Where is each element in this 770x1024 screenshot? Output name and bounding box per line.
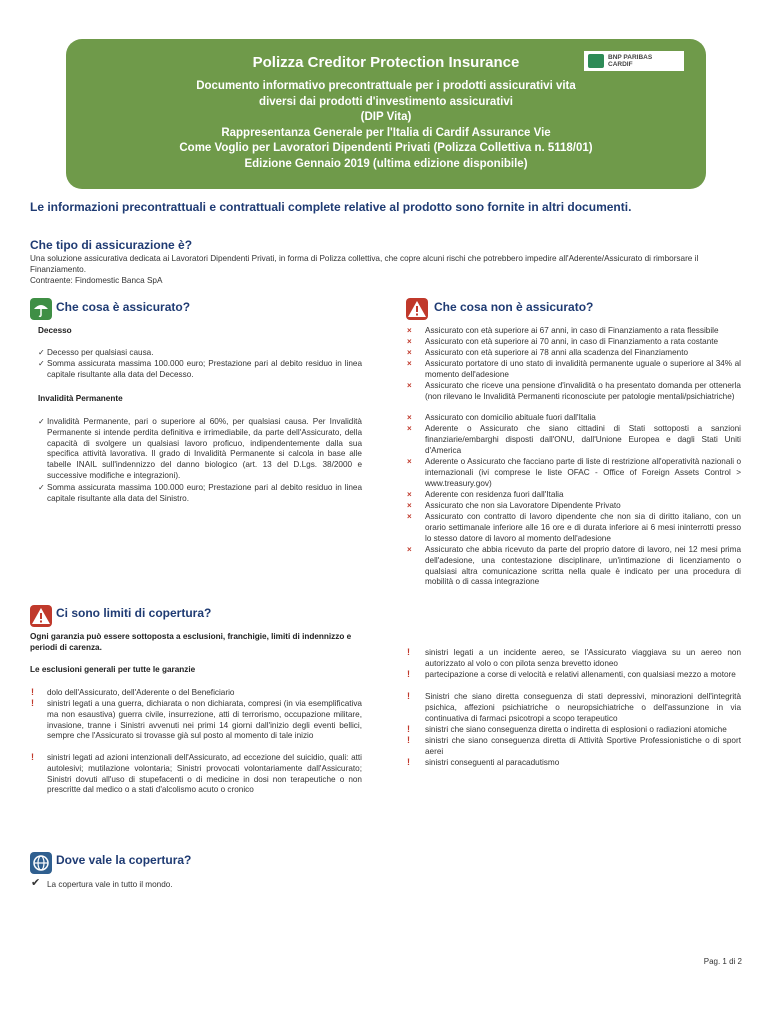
umbrella-icon xyxy=(30,298,52,320)
bnp-paribas-cardif-logo xyxy=(584,51,684,71)
check-icon: ✔ xyxy=(31,877,41,889)
non-assicurato-item-5: Assicurato che riceve una pensione d'invalidità o ha presentato domanda per ottenerla (non rilevano le Invalidità Permanenti riconosciute per patologie mentali/psichiatriche) xyxy=(425,381,741,401)
warning-icon xyxy=(30,605,52,627)
header-line-3: (DIP Vita) xyxy=(360,111,412,123)
dove-item: La copertura vale in tutto il mondo. xyxy=(47,880,173,889)
non-assicurato-item-2: Assicurato con età superiore ai 70 anni, in caso di Finanziamento a rata costante xyxy=(425,337,719,346)
cross-icon: × xyxy=(407,413,412,422)
check-icon: ✓ xyxy=(38,359,45,368)
check-icon: ✓ xyxy=(38,417,45,426)
cross-icon: × xyxy=(407,381,412,390)
header-line-1: Documento informativo precontrattuale per i prodotti assicurativi vita xyxy=(196,80,576,92)
warning-icon xyxy=(406,298,428,320)
limiti-right-item-1: sinistri legati a un incidente aereo, se l'Assicurato viaggiava su un aereo non autorizzato al volo o con pilota senza brevetto idoneo xyxy=(425,648,741,668)
page-number: Pag. 1 di 2 xyxy=(703,957,742,966)
exclamation-icon: ! xyxy=(407,691,410,701)
document-title: Polizza Creditor Protection Insurance xyxy=(252,54,520,71)
limiti-left-item-3: sinistri legati ad azioni intenzionali dell'Assicurato, ad eccezione del suicidio, quali: atti autolesivi; mutilazione volontaria; Sinistri provocati volontariamente dall'Assicurato; Sinistri dovuti all'uso di stupefacenti o di medicine in dosi non terapeutiche o non prescritte dal medico o a stati d'alcolismo acuto o cronico xyxy=(47,753,362,795)
invalidita-item-2: Somma assicurata massima 100.000 euro; Prestazione pari al debito residuo in linea capitale risultante alla data del Sinistro. xyxy=(47,483,362,503)
cross-icon: × xyxy=(407,512,412,521)
cross-icon: × xyxy=(407,424,412,433)
logo-mark-icon xyxy=(588,54,604,68)
exclamation-icon: ! xyxy=(31,752,34,762)
cross-icon: × xyxy=(407,326,412,335)
limiti-right-item-5: sinistri che siano conseguenza diretta di Attività Sportive Professionistiche o di sport aerei xyxy=(425,736,741,756)
globe-icon xyxy=(30,852,52,874)
exclamation-icon: ! xyxy=(407,724,410,734)
non-assicurato-item-12: Assicurato che abbia ricevuto da parte del proprio datore di lavoro, nei 12 mesi prima dell'adesione, una contestazione disciplinare, un'intimazione di licenziamento o qualsiasi altra comunicazione scritta nella quale è indicato per una procedura di mobilità o di cassa integrazione xyxy=(425,545,741,587)
exclamation-icon: ! xyxy=(407,669,410,679)
header-subtitle xyxy=(66,79,706,172)
decesso-item-1: Decesso per qualsiasi causa. xyxy=(47,348,154,357)
invalidita-title: Invalidità Permanente xyxy=(38,394,123,403)
non-assicurato-item-8: Aderente o Assicurato che facciano parte di liste di restrizione all'operatività nazionali o internazionali (ivi comprese le liste OFAC - Office of Foreign Assets Control > www.treasury.gov) xyxy=(425,457,741,488)
tipo-text: Una soluzione assicurativa dedicata ai Lavoratori Dipendenti Privati, in forma di Polizza collettiva, che copre alcuni rischi che potrebbero impedire all'Aderente/Assicurato di rimborsare il Finanziamento. xyxy=(30,254,699,274)
non-assicurato-item-11: Assicurato con contratto di lavoro dipendente che non sia di diritto italiano, con un orario settimanale inferiore alle 16 ore e di durata inferiore ai 6 mesi ininterrotti presso lo stesso datore di lavoro al momento dell'adesione xyxy=(425,512,741,543)
limiti-left-item-1: dolo dell'Assicurato, dell'Aderente o del Beneficiario xyxy=(47,688,235,697)
limiti-right-item-3: Sinistri che siano diretta conseguenza di stati depressivi, minorazioni dell'integrità psichica, affezioni psichiatriche o neuropsichiatriche o dell'assunzione in via continuativa di farmaci psicotropi a scopo terapeutico xyxy=(425,692,741,723)
dove-heading: Dove vale la copertura? xyxy=(56,853,192,867)
non-assicurato-item-1: Assicurato con età superiore ai 67 anni, in caso di Finanziamento a rata flessibile xyxy=(425,326,719,335)
cross-icon: × xyxy=(407,457,412,466)
non-assicurato-item-7: Aderente o Assicurato che siano cittadini di Stati sottoposti a sanzioni finanziarie/embarghi disposti dall'ONU, dall'Unione Europea e dagli Stati Uniti d'America xyxy=(425,424,741,455)
non-assicurato-item-6: Assicurato con domicilio abituale fuori dall'Italia xyxy=(425,413,596,422)
check-icon: ✓ xyxy=(38,483,45,492)
assicurato-heading: Che cosa è assicurato? xyxy=(56,300,191,314)
info-banner: Le informazioni precontrattuali e contrattuali complete relative al prodotto sono fornite in altri documenti. xyxy=(30,200,632,214)
header-line-2: diversi dai prodotti d'investimento assicurativi xyxy=(259,95,513,108)
decesso-title: Decesso xyxy=(38,326,72,335)
logo-line-1: BNP PARIBAS xyxy=(608,54,653,61)
limiti-right-item-2: partecipazione a corse di velocità e relativi allenamenti, con qualsiasi mezzo a motore xyxy=(425,670,736,679)
limiti-left-item-2: sinistri legati a una guerra, dichiarata o non dichiarata, compresi (in via esemplificativa ma non esaustiva) guerra civile, insurrezione, atti di terrorismo, occupazione militare, invasione, tranne i Sinistri avvenuti nei primi 14 giorni dall'inizio degli eventi bellici, sempre che l'Assicurato si trovasse già sul posto al momento di tale inizio xyxy=(47,699,362,741)
non-assicurato-item-4: Assicurato portatore di uno stato di invalidità permanente uguale o superiore al 34% al momento dell'adesione xyxy=(425,359,741,379)
logo-line-2: CARDIF xyxy=(608,61,633,68)
cross-icon: × xyxy=(407,337,412,346)
exclamation-icon: ! xyxy=(407,757,410,767)
exclamation-icon: ! xyxy=(407,735,410,745)
decesso-item-2: Somma assicurata massima 100.000 euro; Prestazione pari al debito residuo in linea capitale risultante alla data del Decesso. xyxy=(47,359,362,379)
non-assicurato-item-9: Aderente con residenza fuori dall'Italia xyxy=(425,490,564,499)
exclamation-icon: ! xyxy=(31,698,34,708)
non-assicurato-item-3: Assicurato con età superiore ai 78 anni alla scadenza del Finanziamento xyxy=(425,348,689,357)
exclamation-icon: ! xyxy=(31,687,34,697)
limiti-right-item-6: sinistri conseguenti al paracadutismo xyxy=(425,758,560,767)
cross-icon: × xyxy=(407,490,412,499)
contraente-text: Contraente: Findomestic Banca SpA xyxy=(30,276,163,285)
limiti-right-item-4: sinistri che siano conseguenza diretta o indiretta di esplosioni o radiazioni atomiche xyxy=(425,725,727,734)
cross-icon: × xyxy=(407,359,412,368)
cross-icon: × xyxy=(407,545,412,554)
limiti-heading: Ci sono limiti di copertura? xyxy=(56,606,212,620)
check-icon: ✓ xyxy=(38,348,45,357)
invalidita-item-1: Invalidità Permanente, pari o superiore al 60%, per qualsiasi causa. Per Invalidità Permanente si intende perdita definitiva e irrimediabile, da parte dell'Assicurato, della capacità di svolgere un qualsiasi lavoro proficuo, indipendentemente dalla sua specifica attività lavorativa. Il grado di Invalidità Permanente si calcola in base alle tabelle INAIL sull'indennizzo del danno biologico (art. 13 del D.Lgs. 38/2000 e successive modifiche e integrazioni). xyxy=(47,417,362,480)
cross-icon: × xyxy=(407,348,412,357)
cross-icon: × xyxy=(407,501,412,510)
exclamation-icon: ! xyxy=(407,647,410,657)
non-assicurato-item-10: Assicurato che non sia Lavoratore Dipendente Privato xyxy=(425,501,621,510)
non-assicurato-heading: Che cosa non è assicurato? xyxy=(434,300,594,314)
header-line-5: Come Voglio per Lavoratori Dipendenti Privati (Polizza Collettiva n. 5118/01) xyxy=(179,142,593,154)
header-line-6: Edizione Gennaio 2019 (ultima edizione disponibile) xyxy=(244,157,528,170)
limiti-intro: Ogni garanzia può essere sottoposta a esclusioni, franchigie, limiti di indennizzo e periodi di carenza. xyxy=(30,632,352,652)
header-line-4: Rappresentanza Generale per l'Italia di Cardif Assurance Vie xyxy=(221,126,551,139)
limiti-subheading: Le esclusioni generali per tutte le garanzie xyxy=(30,665,196,674)
tipo-heading: Che tipo di assicurazione è? xyxy=(30,238,193,252)
